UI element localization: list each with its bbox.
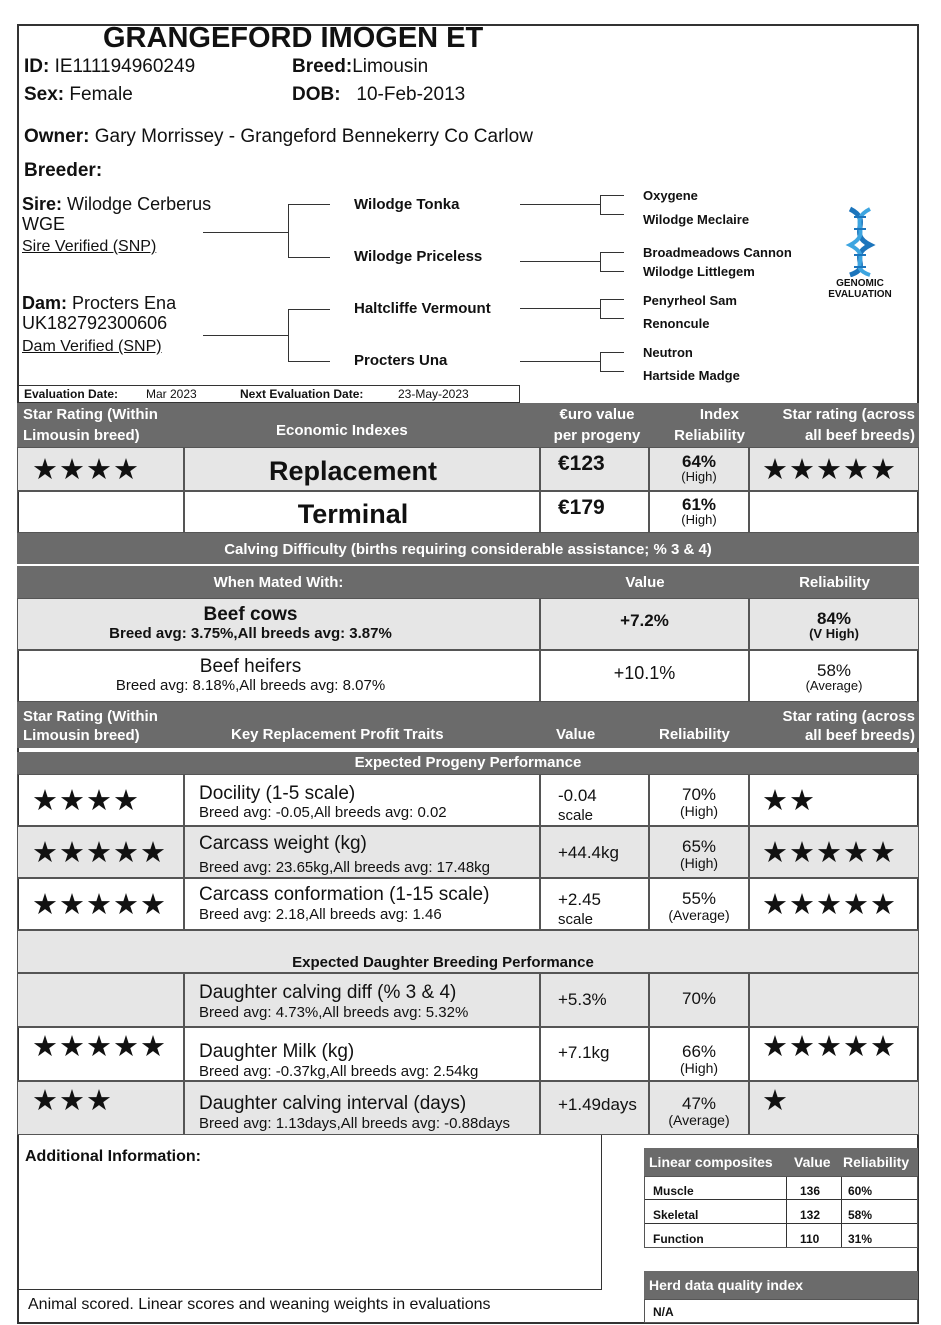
progeny-carcass-weight-name: Carcass weight (kg) Breed avg: 23.65kg,All breeds avg: 17.48kg xyxy=(184,826,540,878)
daughter-milk-name: Daughter Milk (kg) Breed avg: -0.37kg,All breeds avg: 2.54kg xyxy=(184,1027,540,1081)
progeny-docility-stars-within: ★★★★ xyxy=(17,774,184,826)
pedigree-ds: Haltcliffe Vermount xyxy=(354,300,491,317)
connector xyxy=(288,204,289,257)
econ-header: Star Rating (Within Limousin breed) Economic Indexes €uro value per progeny Index Reliability Star rating (across all beef breeds) xyxy=(17,403,919,447)
pedigree-dd: Procters Una xyxy=(354,352,448,369)
progeny-docility-stars-across: ★★ xyxy=(749,774,919,826)
connector xyxy=(600,352,601,371)
linear-table: Muscle 136 60% Skeletal 132 58% Function 110 31% xyxy=(644,1176,918,1248)
connector xyxy=(600,352,624,353)
progeny-conformation-stars-across: ★★★★★ xyxy=(749,878,919,930)
daughter-calving-diff-name: Daughter calving diff (% 3 & 4) Breed avg: 4.73%,All breeds avg: 5.32% xyxy=(184,973,540,1027)
sire-block: Sire: Wilodge Cerberus WGE xyxy=(22,194,212,234)
animal-name: GRANGEFORD IMOGEN ET xyxy=(103,22,484,54)
progeny-conformation-rel: 55% (Average) xyxy=(649,878,749,930)
breeder-label: Breeder: xyxy=(24,160,103,181)
connector xyxy=(288,204,330,205)
econ-row-replacement-stars-across: ★★★★★ xyxy=(749,447,919,491)
daughter-milk-stars-within: ★★★★★ xyxy=(17,1027,184,1081)
linear-row-skeletal: Skeletal xyxy=(653,1208,699,1222)
pedigree-ddd: Hartside Madge xyxy=(643,368,740,383)
econ-row-terminal-rel: 61% (High) xyxy=(649,491,749,533)
dob-row: DOB: 10-Feb-2013 xyxy=(292,84,466,105)
pedigree-sdd: Wilodge Littlegem xyxy=(643,264,755,279)
connector xyxy=(600,252,624,253)
econ-row-replacement-value: €123 xyxy=(540,447,649,491)
breed-row: Breed:Limousin xyxy=(292,56,429,77)
progeny-conformation-name: Carcass conformation (1-15 scale) Breed avg: 2.18,All breeds avg: 1.46 xyxy=(184,878,540,930)
connector xyxy=(288,361,330,362)
progeny-carcass-weight-rel: 65% (High) xyxy=(649,826,749,878)
pedigree-ssd: Wilodge Meclaire xyxy=(643,212,750,227)
calving-value-beef-heifers: +10.1% xyxy=(540,650,749,702)
sex-row: Sex: Female xyxy=(24,84,133,105)
progeny-carcass-weight-stars-across: ★★★★★ xyxy=(749,826,919,878)
pedigree-dds: Neutron xyxy=(643,345,693,360)
owner-row: Owner: Gary Morrissey - Grangeford Bennekerry Co Carlow xyxy=(24,126,533,147)
connector xyxy=(203,232,288,233)
connector xyxy=(520,261,600,262)
calving-title: Calving Difficulty (births requiring considerable assistance; % 3 & 4) xyxy=(17,533,919,566)
connector xyxy=(288,309,289,361)
herd-quality-header: Herd data quality index xyxy=(644,1271,918,1299)
pedigree-dsd: Renoncule xyxy=(643,316,710,331)
calving-header: When Mated With: Value Reliability xyxy=(17,566,919,598)
evaluation-date-bar: Evaluation Date: Mar 2023 Next Evaluation Date: 23-May-2023 xyxy=(17,385,520,403)
connector xyxy=(520,361,600,362)
additional-info-title: Additional Information: xyxy=(25,1148,201,1165)
calving-row-beef-heifers: Beef heifers Breed avg: 8.18%,All breeds avg: 8.07% xyxy=(17,650,540,702)
traits-header: Star Rating (Within Limousin breed) Key Replacement Profit Traits Value Reliability Star rating (across all beef breeds) xyxy=(17,702,919,748)
id-row: ID: IE111194960249 xyxy=(24,56,196,77)
connector xyxy=(600,195,624,196)
calving-rel-beef-heifers: 58% (Average) xyxy=(749,650,919,702)
connector xyxy=(520,204,600,205)
dam-verified: Dam Verified (SNP) xyxy=(22,338,162,355)
daughter-calving-diff-stars-across xyxy=(749,973,919,1027)
daughter-interval-value: +1.49days xyxy=(540,1081,649,1135)
econ-row-replacement-stars-within: ★★★★ xyxy=(17,447,184,491)
daughter-interval-name: Daughter calving interval (days) Breed avg: 1.13days,All breeds avg: -0.88days xyxy=(184,1081,540,1135)
additional-info-note: Animal scored. Linear scores and weaning weights in evaluations xyxy=(28,1296,491,1313)
dam-block: Dam: Procters Ena UK182792300606 xyxy=(22,293,177,333)
daughter-interval-rel: 47% (Average) xyxy=(649,1081,749,1135)
calving-row-beef-cows: Beef cows Breed avg: 3.75%,All breeds avg: 3.87% xyxy=(17,598,540,650)
connector xyxy=(600,271,624,272)
progeny-conformation-stars-within: ★★★★★ xyxy=(17,878,184,930)
daughter-calving-diff-rel: 70% xyxy=(649,973,749,1027)
pedigree-sds: Broadmeadows Cannon xyxy=(643,245,792,260)
econ-row-terminal-name: Terminal xyxy=(184,491,540,533)
connector xyxy=(600,371,624,372)
connector xyxy=(520,308,600,309)
progeny-docility-name: Docility (1-5 scale) Breed avg: -0.05,All breeds avg: 0.02 xyxy=(184,774,540,826)
daughter-interval-stars-across: ★ xyxy=(749,1081,919,1135)
pedigree-sd: Wilodge Priceless xyxy=(354,248,483,265)
daughter-calving-diff-value: +5.3% xyxy=(540,973,649,1027)
connector xyxy=(203,335,288,336)
econ-row-terminal-stars-within xyxy=(17,491,184,533)
herd-quality-value-box xyxy=(644,1299,918,1323)
progeny-carcass-weight-value: +44.4kg xyxy=(540,826,649,878)
linear-row-muscle: Muscle xyxy=(653,1184,694,1198)
connector xyxy=(288,257,330,258)
econ-row-terminal-value: €179 xyxy=(540,491,649,533)
daughter-interval-stars-within: ★★★ xyxy=(17,1081,184,1135)
daughter-milk-stars-across: ★★★★★ xyxy=(749,1027,919,1081)
econ-row-terminal-stars-across xyxy=(749,491,919,533)
progeny-carcass-weight-stars-within: ★★★★★ xyxy=(17,826,184,878)
dna-helix-icon xyxy=(836,205,884,277)
sire-verified: Sire Verified (SNP) xyxy=(22,238,157,255)
genomic-evaluation-badge: GENOMIC EVALUATION xyxy=(828,278,892,300)
econ-row-replacement-name: Replacement xyxy=(184,447,540,491)
connector xyxy=(600,318,624,319)
linear-header: Linear composites Value Reliability xyxy=(644,1148,918,1176)
daughter-milk-value: +7.1kg xyxy=(540,1027,649,1081)
daughter-title-row: Expected Daughter Breeding Performance xyxy=(17,930,919,973)
connector xyxy=(600,299,624,300)
calving-rel-beef-cows: 84% (V High) xyxy=(749,598,919,650)
pedigree-sss: Oxygene xyxy=(643,188,698,203)
progeny-docility-value: -0.04 scale xyxy=(540,774,649,826)
progeny-title: Expected Progeny Performance xyxy=(17,752,919,774)
pedigree-dss: Penyrheol Sam xyxy=(643,293,737,308)
connector xyxy=(600,252,601,271)
progeny-conformation-value: +2.45 scale xyxy=(540,878,649,930)
daughter-milk-rel: 66% (High) xyxy=(649,1027,749,1081)
connector xyxy=(288,309,330,310)
daughter-calving-diff-stars-within xyxy=(17,973,184,1027)
connector xyxy=(600,299,601,318)
herd-quality-value: N/A xyxy=(653,1305,674,1319)
linear-row-function: Function xyxy=(653,1232,704,1246)
progeny-docility-rel: 70% (High) xyxy=(649,774,749,826)
connector xyxy=(600,195,601,214)
connector xyxy=(600,214,624,215)
econ-row-replacement-rel: 64% (High) xyxy=(649,447,749,491)
pedigree-ss: Wilodge Tonka xyxy=(354,196,460,213)
calving-value-beef-cows: +7.2% xyxy=(540,598,749,650)
